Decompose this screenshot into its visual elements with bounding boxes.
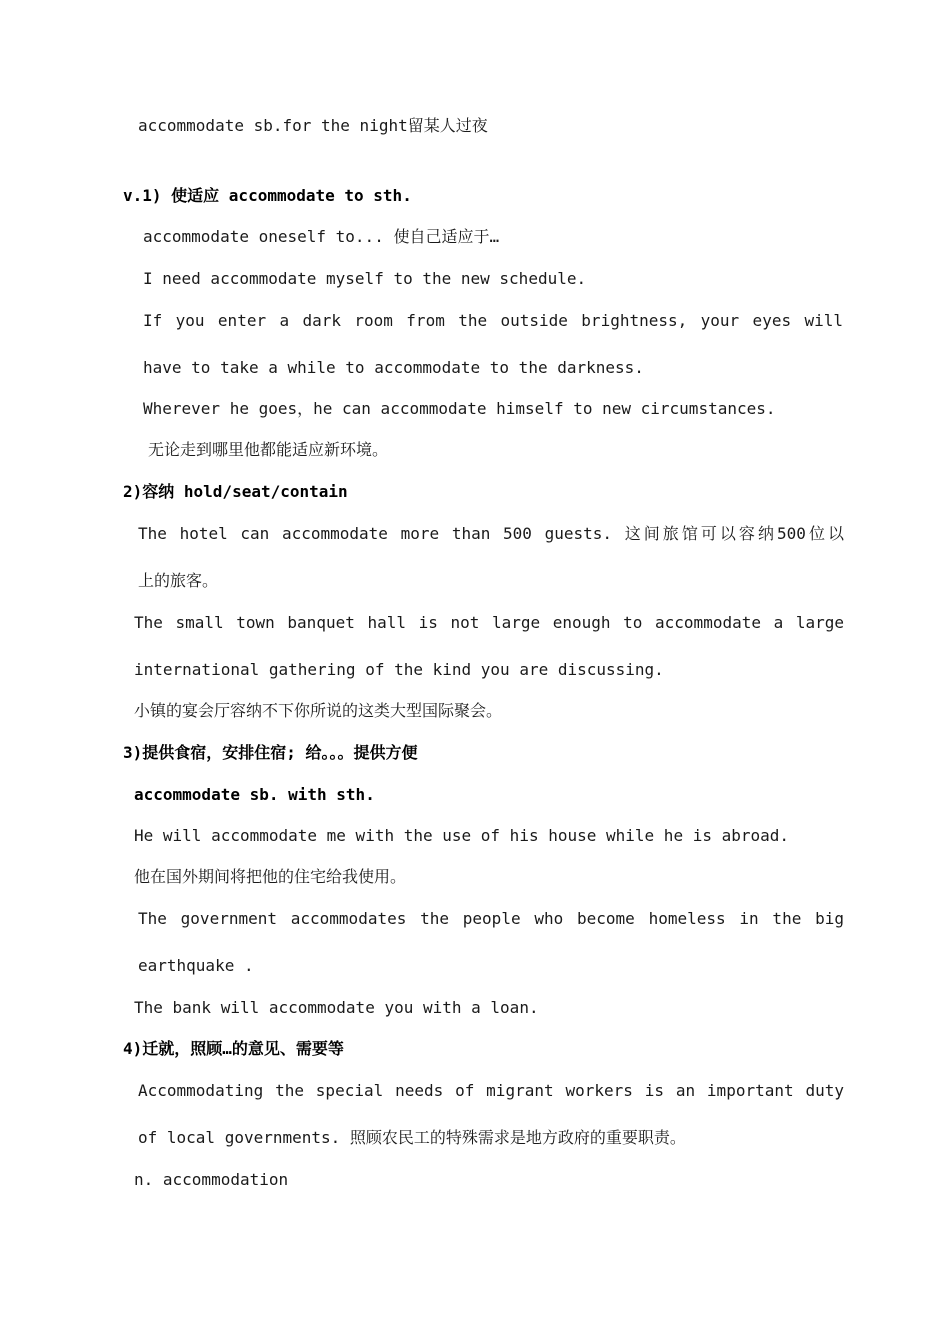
text-line: Accommodating the special needs of migrant workers is an important duty <box>138 1081 844 1100</box>
text-line: The bank will accommodate you with a loan. <box>134 998 539 1017</box>
text-line: n. accommodation <box>134 1170 289 1189</box>
section-heading: 3)提供食宿，安排住宿; 给。。。提供方便 <box>123 743 418 762</box>
text-line: 他在国外期间将把他的住宅给我使用。 <box>134 867 407 886</box>
text-line: 无论走到哪里他都能适应新环境。 <box>148 440 389 459</box>
text-line: If you enter a dark room from the outside brightness, your eyes will <box>143 311 843 330</box>
section-heading: 4)迁就，照顾…的意见、需要等 <box>123 1039 344 1058</box>
text-line: Wherever he goes，he can accommodate himself to new circumstances. <box>143 399 776 418</box>
text-line: 小镇的宴会厅容纳不下你所说的这类大型国际聚会。 <box>134 701 503 720</box>
section-heading: 2)容纳 hold/seat/contain <box>123 482 348 501</box>
text-line: The small town banquet hall is not large enough to accommodate a large <box>134 613 844 632</box>
section-heading: v.1) 使适应 accommodate to sth. <box>123 186 412 205</box>
text-line: accommodate oneself to... 使自己适应于… <box>143 227 500 246</box>
text-line: The government accommodates the people who become homeless in the big <box>138 909 844 928</box>
text-line: I need accommodate myself to the new schedule. <box>143 269 587 288</box>
text-line: The hotel can accommodate more than 500 guests. 这间旅馆可以容纳500位以 <box>138 524 844 543</box>
text-line: have to take a while to accommodate to the darkness. <box>143 358 644 377</box>
text-line: accommodate sb.for the night留某人过夜 <box>138 116 488 135</box>
text-line: of local governments. 照顾农民工的特殊需求是地方政府的重要职责。 <box>138 1128 686 1147</box>
text-line: He will accommodate me with the use of his house while he is abroad. <box>134 826 790 845</box>
text-line: international gathering of the kind you are discussing. <box>134 660 664 679</box>
text-line: earthquake . <box>138 956 254 975</box>
phrase-heading: accommodate sb. with sth. <box>134 785 375 804</box>
text-line: 上的旅客。 <box>138 571 219 590</box>
